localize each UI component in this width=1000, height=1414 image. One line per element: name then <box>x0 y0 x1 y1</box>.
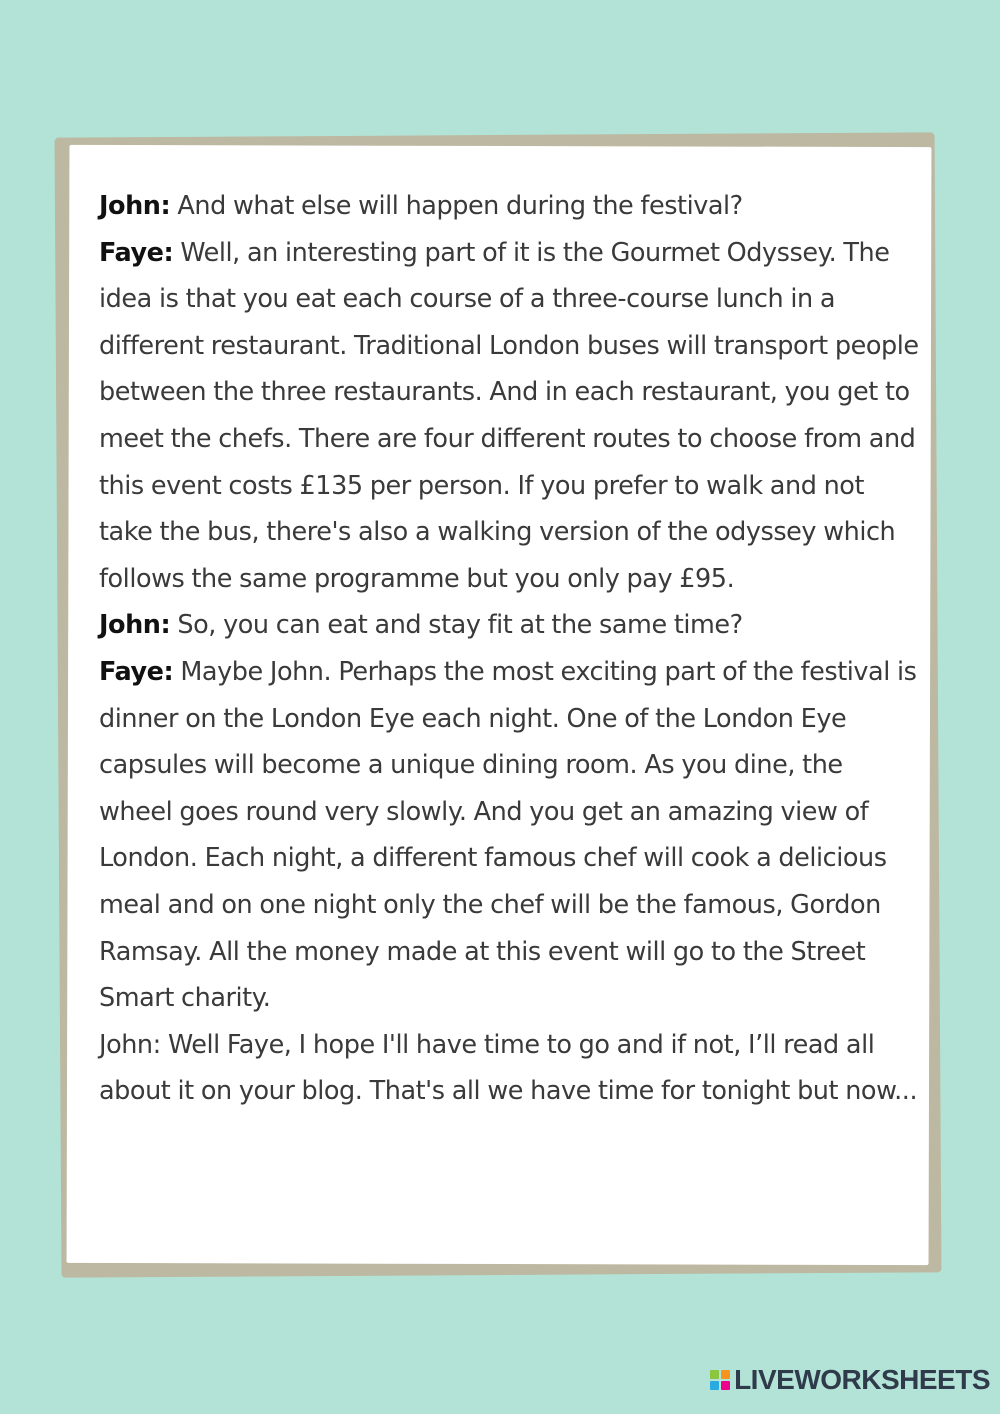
logo-text: LIVEWORKSHEETS <box>734 1364 990 1395</box>
logo-mark-square <box>710 1381 719 1390</box>
speaker-label: Faye: <box>99 237 174 268</box>
dialogue-text: Maybe John. Perhaps the most exciting part of the festival is dinner on the London Eye each night. One of the London Eye capsules will become a unique dining room. As you dine, the wheel goes round very slowly. And you get an amazing view of London. Each night, a different famous chef will cook a delicious meal and on one night only the chef will be the famous, Gordon Ramsay. All the money made at this event will go to the Street Smart charity. <box>99 656 917 1014</box>
logo-mark-square <box>710 1370 719 1379</box>
dialogue-text: John: Well Faye, I hope I'll have time to go and if not, I’ll read all about it on your blog. That's all we have time for tonight but now... <box>99 1029 918 1107</box>
logo-mark-icon <box>710 1370 730 1390</box>
speaker-label: John: <box>99 610 171 641</box>
dialogue-turn <box>99 183 919 230</box>
dialogue-turn <box>99 1022 919 1115</box>
transcript <box>99 183 919 1115</box>
dialogue-turn <box>99 230 919 603</box>
dialogue-text: Well, an interesting part of it is the Gourmet Odyssey. The idea is that you eat each course of a three-course lunch in a different restaurant. Traditional London buses will transport people between the three restaurants. And in each restaurant, you get to meet the chefs. There are four different routes to choose from and this event costs £135 per person. If you prefer to walk and not take the bus, there's also a walking version of the odyssey which follows the same programme but you only pay £95. <box>99 237 919 594</box>
speaker-label: Faye: <box>99 656 174 687</box>
logo-mark-square <box>721 1370 730 1379</box>
logo-mark-square <box>721 1381 730 1390</box>
dialogue-turn <box>99 602 919 649</box>
liveworksheets-logo[interactable] <box>710 1360 990 1400</box>
dialogue-turn <box>99 649 919 1022</box>
speaker-label: John: <box>99 191 171 221</box>
dialogue-text: And what else will happen during the festival? <box>170 191 743 221</box>
dialogue-text: So, you can eat and stay fit at the same time? <box>170 610 743 641</box>
